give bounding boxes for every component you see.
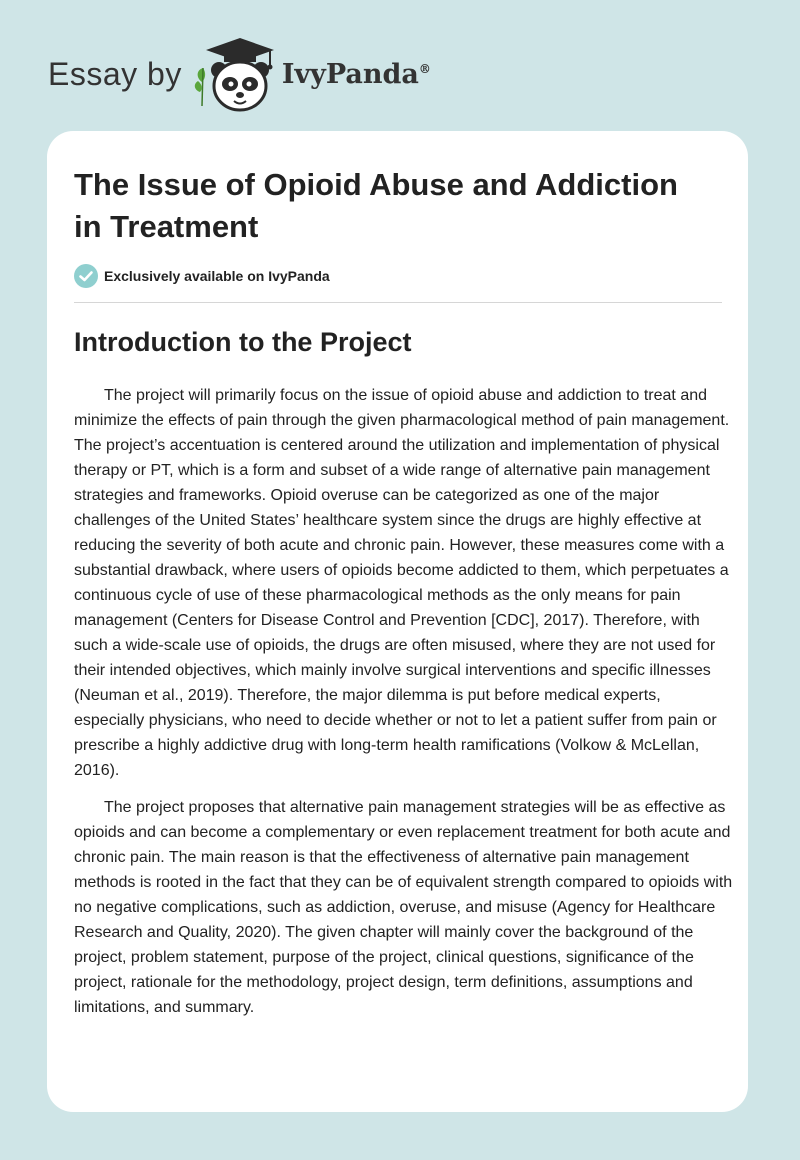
paragraph: The project proposes that alternative pain management strategies will be as effective as opioids and can become a complementary or even replacement treatment for both acute and chronic pain. The main reason is that the effectiveness of alternative pain management methods is rooted in the fact that they can be of equivalent strength compared to opioids with no negative complications, such as addiction, overuse, and misuse (Agency for Healthcare Research and Quality, 2020). The given chapter will mainly cover the background of the project, problem statement, purpose of the project, clinical questions, significance of the project, rationale for the methodology, project design, term definitions, assumptions and limitations, and summary. (74, 799, 733, 1016)
brand-name: IvyPanda® (281, 58, 431, 90)
article-card (47, 131, 748, 1112)
section-heading: Introduction to the Project (74, 327, 412, 357)
article-title: The Issue of Opioid Abuse and Addiction in Treatment (74, 167, 678, 244)
exclusive-badge (74, 264, 330, 288)
divider (74, 302, 722, 303)
article-body (74, 383, 734, 1032)
paragraph: The project will primarily focus on the issue of opioid abuse and addiction to treat and minimize the effects of pain through the given pharmacological method of pain management. The project’s accentuation is centered around the utilization and implementation of physical therapy or PT, which is a form and subset of a wide range of alternative pain management strategies and frameworks. Opioid overuse can be categorized as one of the major challenges of the United States’ healthcare system since the drugs are highly effective at reducing the severity of both acute and chronic pain. However, these measures come with a substantial drawback, where users of opioids become addicted to them, which perpetuates a continuous cycle of use of these pharmacological methods as the only means for pain management (Centers for Disease Control and Prevention [CDC], 2017). Therefore, with such a wide-scale use of opioids, the drugs are often misused, where they are not used for their intended objectives, which mainly involve surgical interventions and specific illnesses (Neuman et al., 2019). Therefore, the major dilemma is put before medical experts, especially physicians, who need to decide whether or not to let a patient suffer from pain or prescribe a highly addictive drug with long-term health ramifications (Volkow & McLellan, 2016). (74, 387, 730, 779)
panda-graduate-icon (190, 34, 290, 114)
brand-header[interactable] (48, 34, 431, 114)
brand-prefix: Essay by (48, 55, 182, 92)
exclusive-badge-text: Exclusively available on IvyPanda (104, 268, 330, 284)
check-circle-icon (74, 264, 98, 288)
